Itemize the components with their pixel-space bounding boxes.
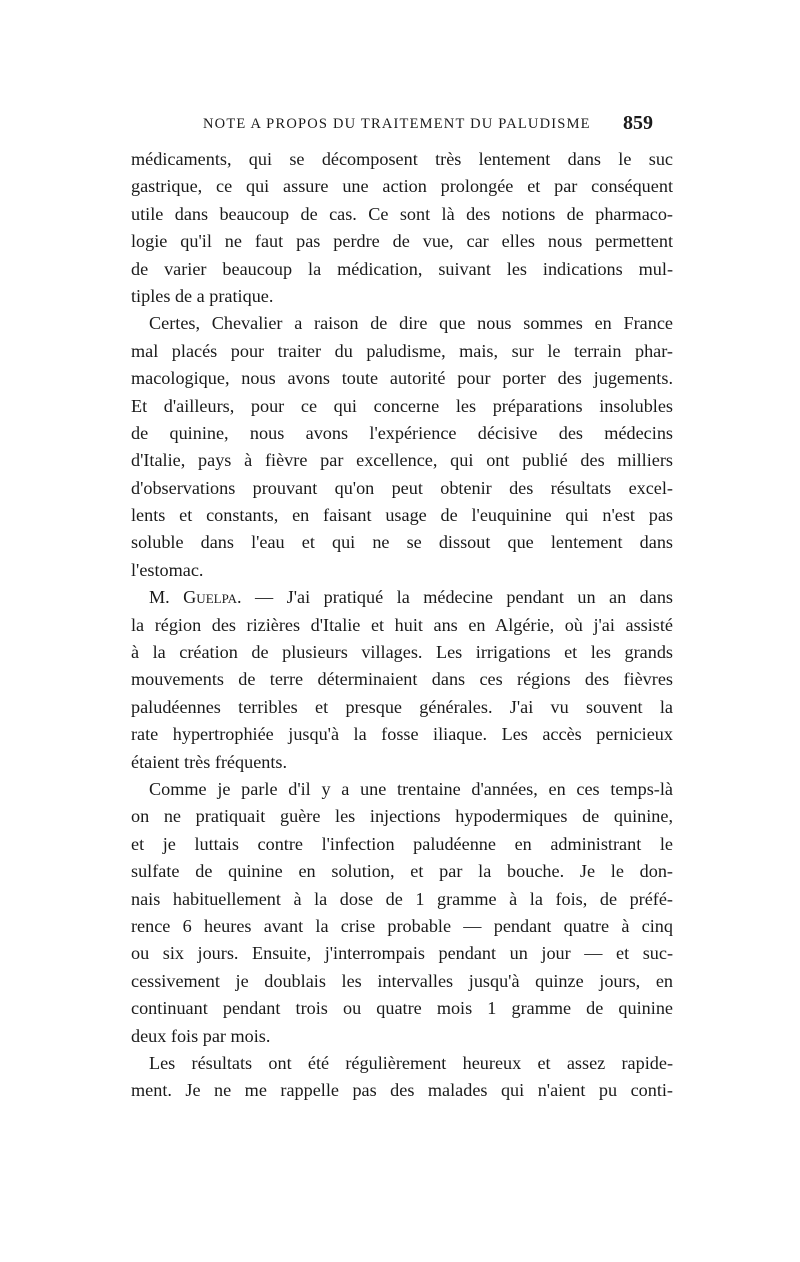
text-line: à la création de plusieurs villages. Les irrigations et les grands	[131, 642, 673, 663]
text-line: l'estomac.	[131, 559, 204, 580]
text-line: continuant pendant trois ou quatre mois 1 gramme de quinine	[131, 998, 673, 1019]
running-head	[133, 112, 653, 140]
text-line: d'Italie, pays à fièvre par excellence, qui ont publié des milliers	[131, 450, 673, 471]
text-line: macologique, nous avons toute autorité pour porter des jugements.	[131, 368, 673, 389]
running-title: NOTE A PROPOS DU TRAITEMENT DU PALUDISME	[203, 116, 591, 132]
text-line: cessivement je doublais les intervalles jusqu'à quinze jours, en	[131, 970, 673, 991]
text-line: rate hypertrophiée jusqu'à la fosse iliaque. Les accès pernicieux	[131, 724, 673, 745]
text-line: mal placés pour traiter du paludisme, mais, sur le terrain phar-	[131, 340, 673, 361]
text-line: utile dans beaucoup de cas. Ce sont là des notions de pharmaco-	[131, 203, 673, 224]
text-line: Comme je parle d'il y a une trentaine d'années, en ces temps-là	[149, 778, 673, 799]
text-line: rence 6 heures avant la crise probable — pendant quatre à cinq	[131, 915, 673, 936]
text-line: étaient très fréquents.	[131, 751, 288, 772]
text-line: de varier beaucoup la médication, suivant les indications mul-	[131, 258, 673, 279]
text-line: médicaments, qui se décomposent très lentement dans le suc	[131, 149, 673, 169]
text-line	[131, 584, 673, 611]
text-line: mouvements de terre déterminaient dans ces régions des fièvres	[131, 669, 673, 690]
text-line: on ne pratiquait guère les injections hypodermiques de quinine,	[131, 806, 673, 827]
paragraph-4	[131, 776, 673, 1050]
text-line: gastrique, ce qui assure une action prolongée et par conséquent	[131, 176, 673, 197]
text-line: Et d'ailleurs, pour ce qui concerne les préparations insolubles	[131, 395, 673, 416]
text-line: ou six jours. Ensuite, j'interrompais pendant un jour — et suc-	[131, 943, 673, 964]
text-line: paludéennes terribles et presque générales. J'ai vu souvent la	[131, 696, 673, 717]
text-line: lents et constants, en faisant usage de l'euquinine qui n'est pas	[131, 505, 673, 526]
paragraph-2	[131, 310, 673, 584]
text-line: logie qu'il ne faut pas perdre de vue, car elles nous permettent	[131, 231, 673, 252]
text-line: la région des rizières d'Italie et huit ans en Algérie, où j'ai assisté	[131, 614, 673, 635]
text-line: ment. Je ne me rappelle pas des malades qui n'aient pu conti-	[131, 1080, 673, 1101]
text-line: et je luttais contre l'infection paludéenne en administrant le	[131, 833, 673, 854]
speaker-text: — J'ai pratiqué la médecine pendant un an dans	[241, 587, 673, 608]
body-text	[131, 146, 673, 1105]
text-line: sulfate de quinine en solution, et par la bouche. Je le don-	[131, 861, 673, 882]
text-line: nais habituellement à la dose de 1 gramme à la fois, de préfé-	[131, 888, 673, 909]
text-line: d'observations prouvant qu'on peut obtenir des résultats excel-	[131, 477, 673, 498]
text-line: deux fois par mois.	[131, 1025, 271, 1046]
text-line: Les résultats ont été régulièrement heureux et assez rapide-	[149, 1052, 673, 1073]
paragraph-1	[131, 146, 673, 310]
page-number: 859	[623, 112, 653, 134]
text-line: de quinine, nous avons l'expérience décisive des médecins	[131, 422, 673, 443]
text-line: soluble dans l'eau et qui ne se dissout que lentement dans	[131, 532, 673, 553]
paragraph-3	[131, 584, 673, 776]
speaker-name: M. Guelpa.	[149, 587, 242, 608]
paragraph-5	[131, 1050, 673, 1105]
text-line: Certes, Chevalier a raison de dire que nous sommes en France	[149, 313, 673, 334]
text-line: tiples de a pratique.	[131, 285, 274, 306]
